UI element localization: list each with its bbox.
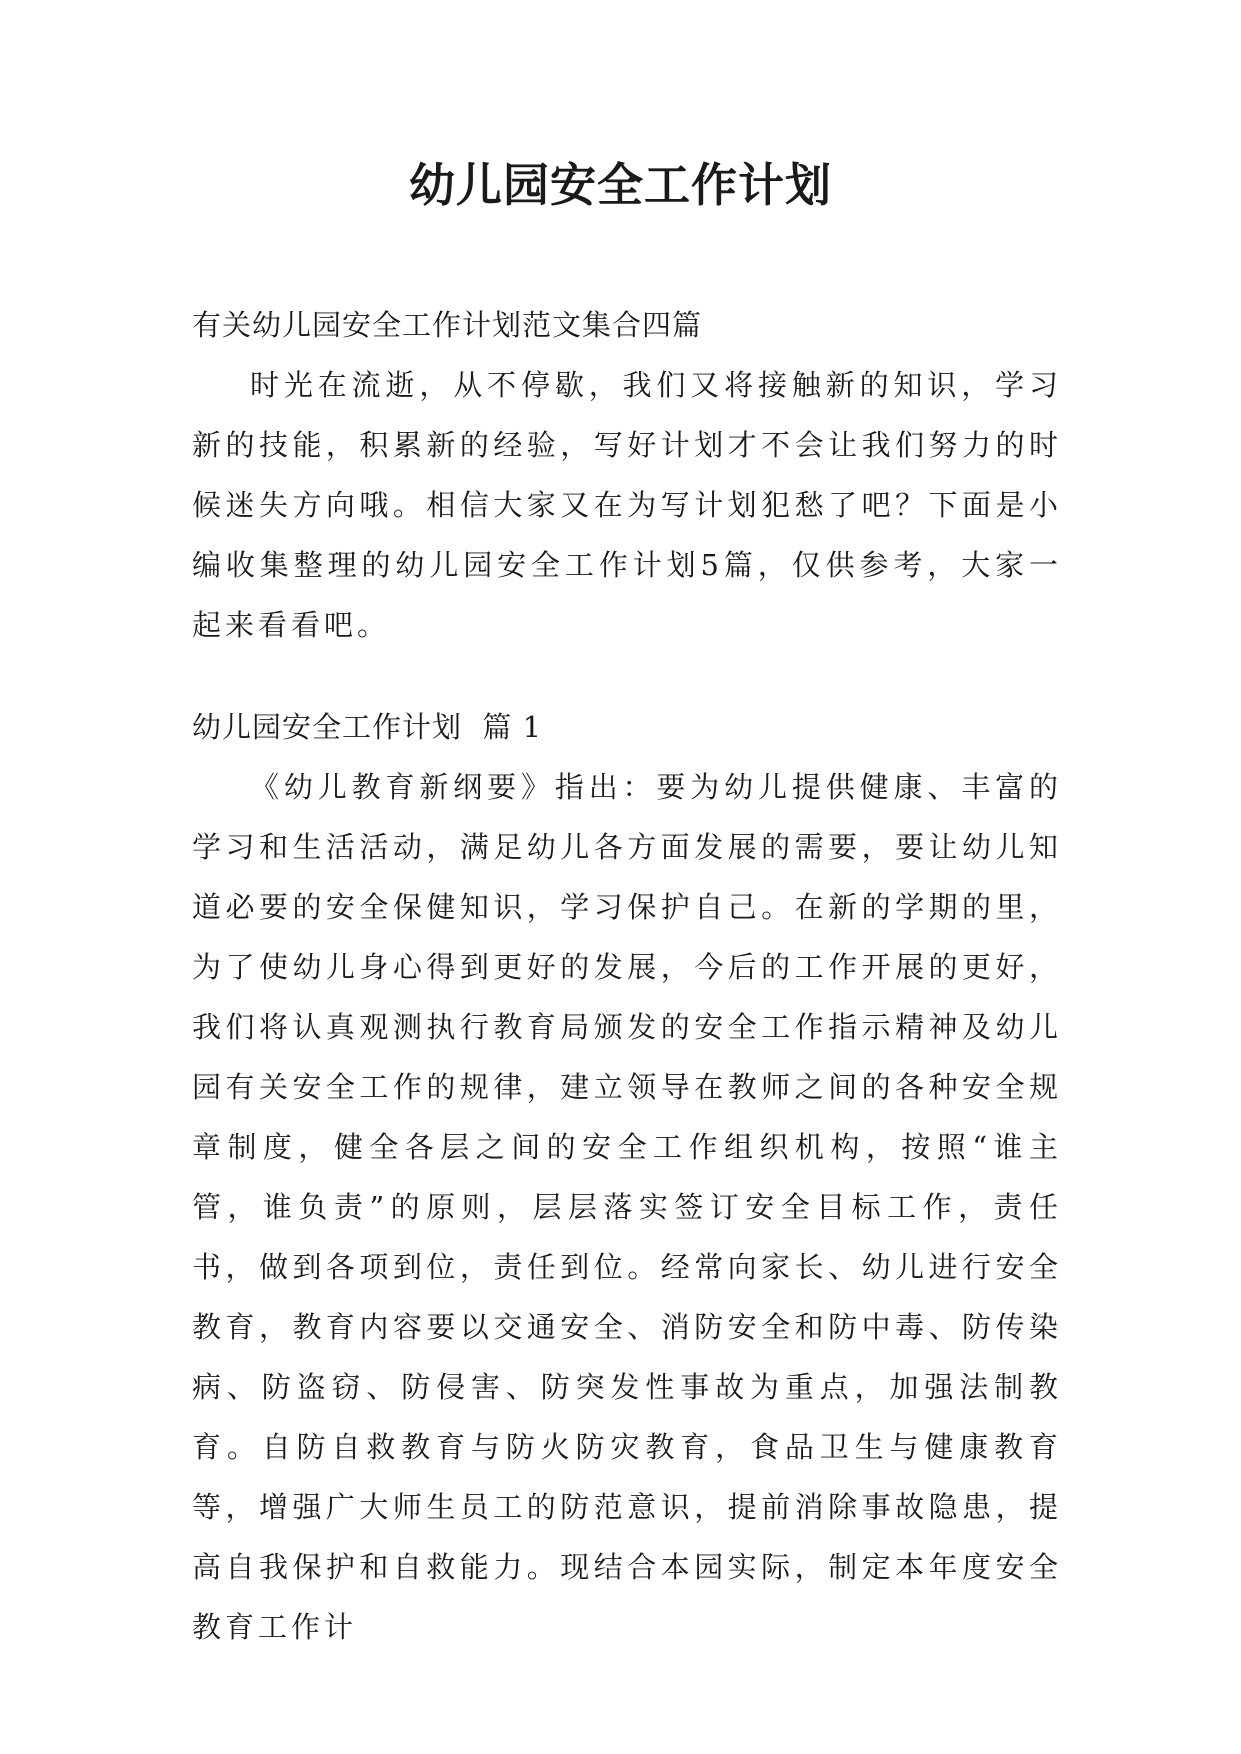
- section-heading: 幼儿园安全工作计划 篇 1: [192, 710, 543, 744]
- document-subtitle: 有关幼儿园安全工作计划范文集合四篇: [192, 308, 703, 342]
- intro-paragraph: 时光在流逝，从不停歇，我们又将接触新的知识，学习新的技能，积累新的经验，写好计划才不会让我们努力的时候迷失方向哦。相信大家又在为写计划犯愁了吧？下面是小编收集整理的幼儿园安全工作计划5篇，仅供参考，大家一起来看看吧。: [192, 368, 1062, 642]
- document-title: 幼儿园安全工作计划: [409, 158, 832, 212]
- section-paragraph: 《幼儿教育新纲要》指出：要为幼儿提供健康、丰富的学习和生活活动，满足幼儿各方面发展的需要，要让幼儿知道必要的安全保健知识，学习保护自己。在新的学期的里，为了使幼儿身心得到更好的发展，今后的工作开展的更好，我们将认真观测执行教育局颁发的安全工作指示精神及幼儿园有关安全工作的规律，建立领导在教师之间的各种安全规章制度，健全各层之间的安全工作组织机构，按照“谁主管，谁负责”的原则，层层落实签订安全目标工作，责任书，做到各项到位，责任到位。经常向家长、幼儿进行安全教育，教育内容要以交通安全、消防安全和防中毒、防传染病、防盗窃、防侵害、防突发性事故为重点，加强法制教育。自防自救教育与防火防灾教育，食品卫生与健康教育等，增强广大师生员工的防范意识，提前消除事故隐患，提高自我保护和自救能力。现结合本园实际，制定本年度安全教育工作计: [192, 770, 1062, 1644]
